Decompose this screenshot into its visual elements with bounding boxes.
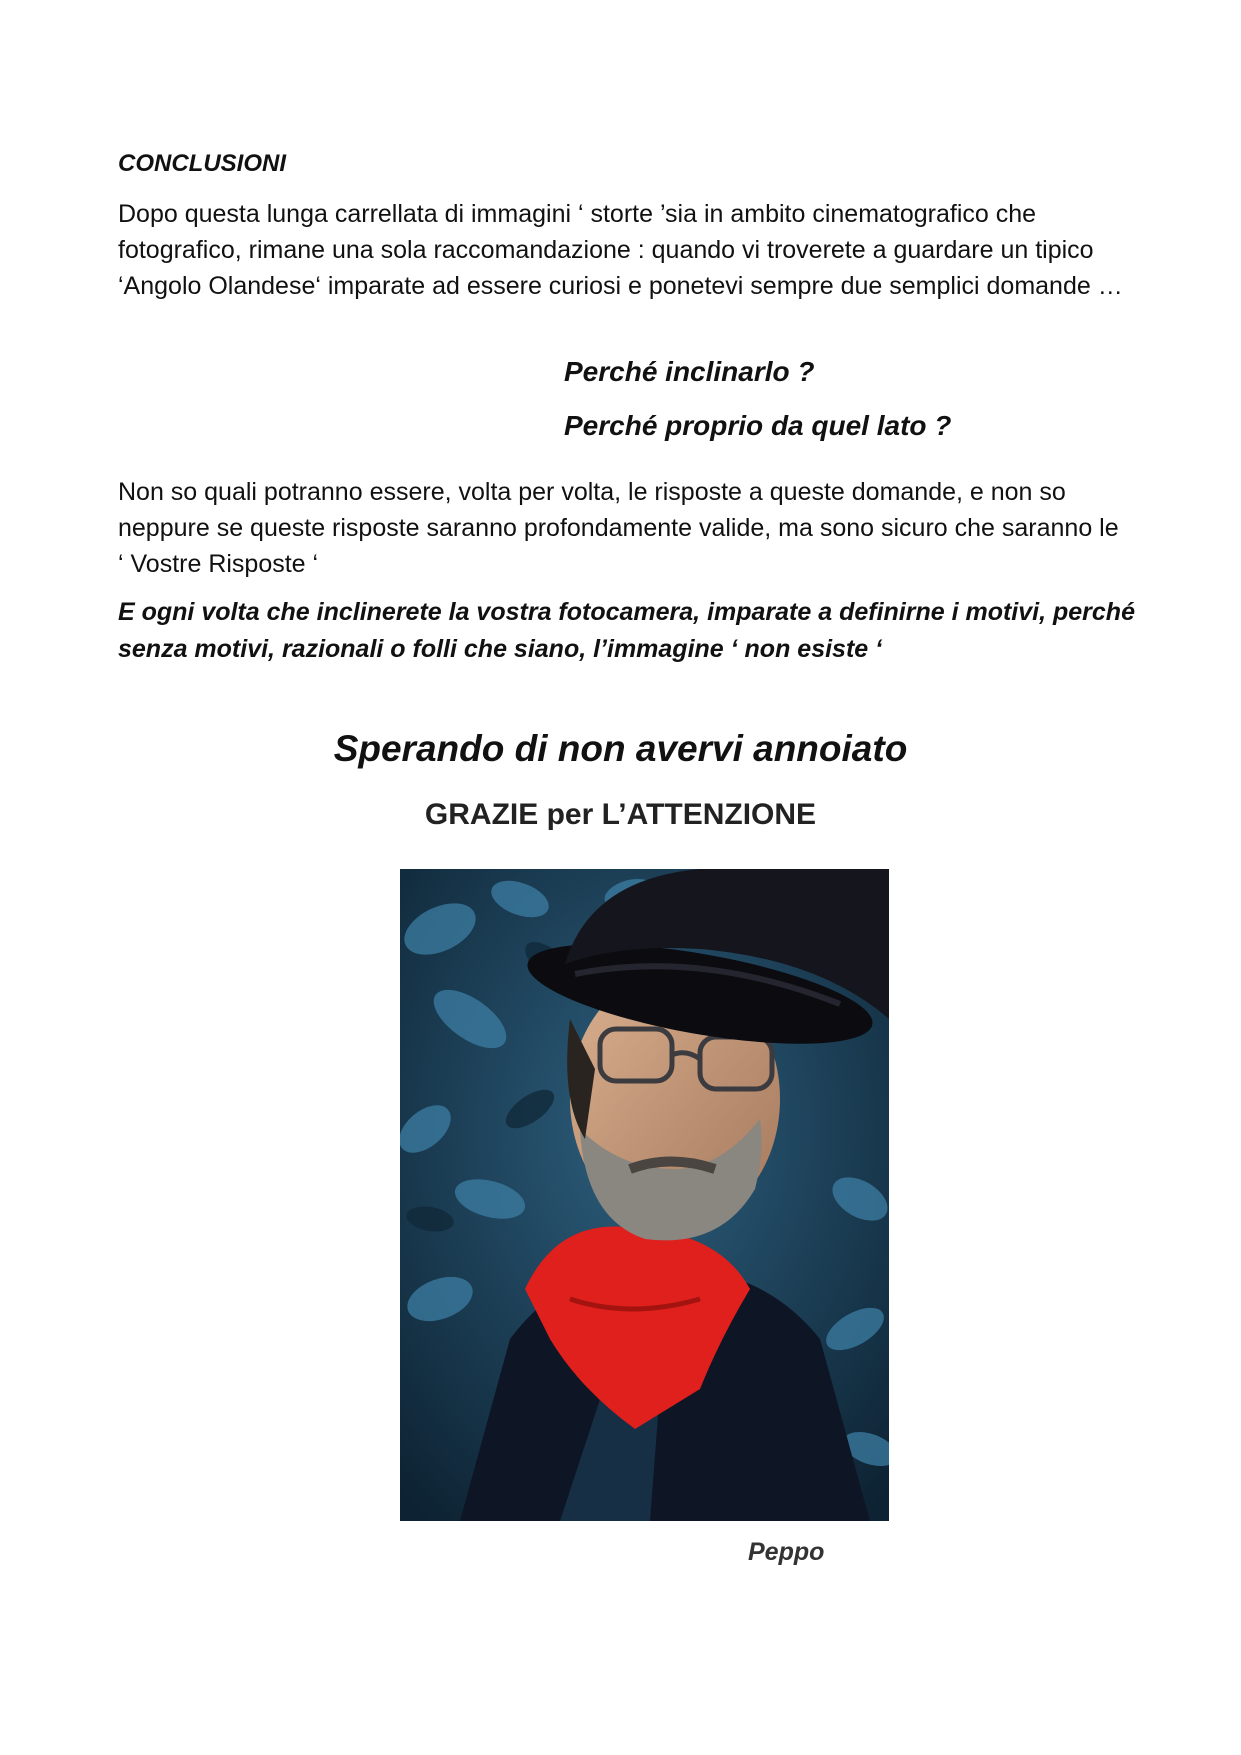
thanks-line: GRAZIE per L’ATTENZIONE xyxy=(424,798,817,831)
author-signature: Peppo xyxy=(748,1538,825,1566)
closing-line: Sperando di non avervi annoiato xyxy=(333,728,908,769)
answers-paragraph: Non so quali potranno essere, volta per volta, le risposte a queste domande, e non so neppure se queste risposte saranno profondamente valide, ma sono sicuro che saranno le ‘ Vostre Risposte ‘ xyxy=(118,478,1119,578)
question-side: Perché proprio da quel lato ? xyxy=(564,410,952,441)
section-heading: CONCLUSIONI xyxy=(118,150,286,177)
emphasis-note: E ogni volta che inclinerete la vostra fotocamera, imparate a definirne i motivi, perché senza motivi, razionali o folli che siano, l’immagine ‘ non esiste ‘ xyxy=(118,598,1135,663)
author-portrait xyxy=(400,869,889,1521)
question-tilt: Perché inclinarlo ? xyxy=(564,356,815,387)
intro-paragraph: Dopo questa lunga carrellata di immagini ‘ storte ’sia in ambito cinematografico che fotografico, rimane una sola raccomandazione : quando vi troverete a guardare un tipico ‘Angolo Olandese‘ imparate ad essere curiosi e ponetevi sempre due semplici domande … xyxy=(118,200,1123,300)
